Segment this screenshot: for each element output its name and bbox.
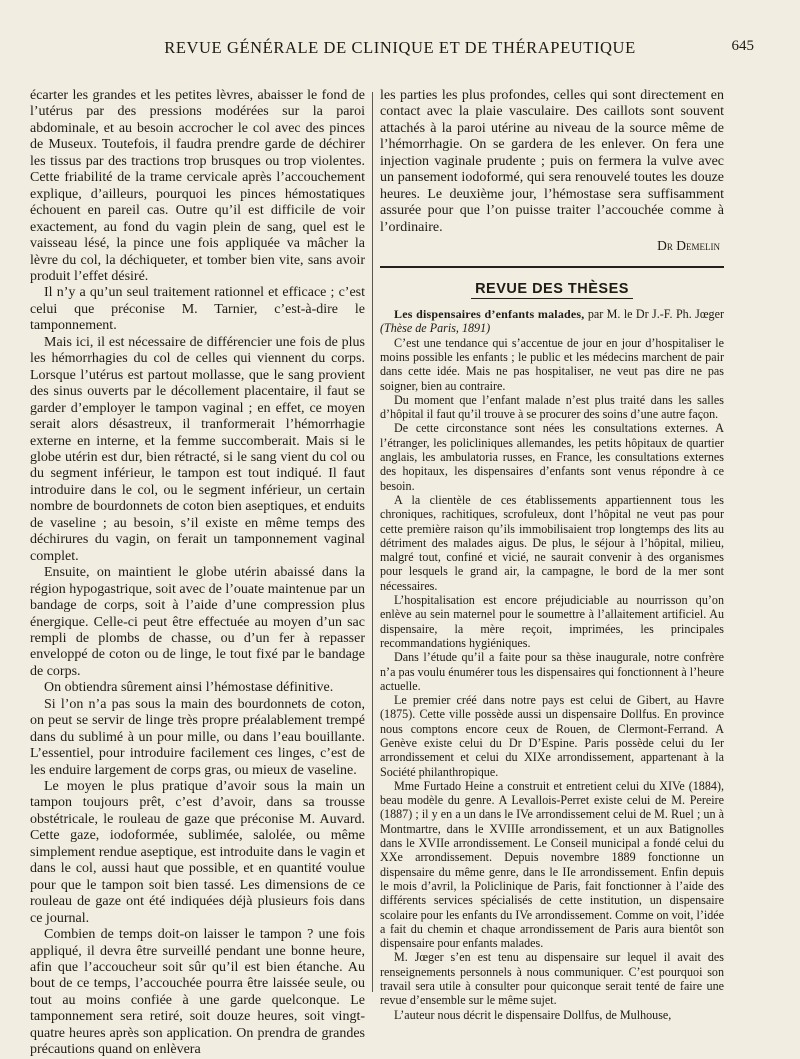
review-citation (380, 307, 724, 336)
review-paragraph: C’est une tendance qui s’accentue de jour en jour d’hospitaliser le moins possible les enfants ; le public et les médecins marchent de pair dans cette idée. Mais ne pas hospitaliser, ne veut pas dire ne pas soigner, bien au contraire. (380, 335, 724, 393)
review-paragraph: Le premier créé dans notre pays est celui de Gibert, au Havre (1875). Cette ville possède aussi un dispensaire Dollfus. En province nous comptons encore ceux de Rouen, de Clermont-Ferrand. A Genève existe celui du Dr D’Espine. Paris possède celui du Ier arrondissement et celui du XIXe arrondissement, appartenant à la Société philanthropique. (380, 693, 724, 779)
review-paragraph: L’auteur nous décrit le dispensaire Dollfus, de Mulhouse, (394, 1007, 672, 1022)
review-paragraph: M. Jœger s’en est tenu au dispensaire sur lequel il avait des renseignements personnels à nous communiquer. C’est pourquoi son travail sera utile à consulter pour quiconque serait tenté de faire une revue d’ensemble sur le même sujet. (380, 950, 724, 1008)
review-paragraph: L’hospitalisation est encore préjudiciable au nourrisson qu’on enlève au sein maternel pour le soumettre à l’allaitement artificiel. Au dispensaire, la mère reçoit, imprimées, les principales recommandations hygiéniques. (380, 593, 724, 650)
continuation-paragraph: les parties les plus profondes, celles qui sont directement en contact avec la plaie vasculaire. Des caillots sont souvent attachés à la paroi utérine au niveau de la source même de l’hémorrhagie. On se gardera de les enlever. On fera une injection vaginale prudente ; puis on fermera la vulve avec un pansement iodoformé, qui sera renouvelé toutes les douze heures. Le deuxième jour, l’hémostase sera suffisamment assurée pour que l’on puisse traiter l’accouchée comme à l’ordinaire. (380, 88, 724, 235)
review-paragraph: Dans l’étude qu’il a faite pour sa thèse inaugurale, notre confrère n’a pas voulu énumérer tous les dispensaires qui fonctionnent à l’heure actuelle. (380, 650, 724, 693)
section-heading (380, 266, 724, 299)
paragraph: écarter les grandes et les petites lèvres, abaisser le fond de l’utérus par des pressions modérées sur la paroi abdominale, et au besoin accrocher le col avec des pinces de Museux. Toutefois, il faudra prendre garde de déchirer les tissus par des tractions trop brusques ou trop violentes. Cette friabilité de la trame cervicale après l’accouchement explique, d’ailleurs, pourquoi les pinces hémostatiques échouent en pareil cas. Outre qu’il est difficile de voir exactement, au fond du vagin plein de sang, quel est le vaisseau lésé, la pince une fois appliquée va mâcher la lèvre du col, la déchiqueter, et tomber bien vite, sans avoir produit l’effet désiré. (30, 88, 365, 284)
paragraph: Il n’y a qu’un seul traitement rationnel et efficace ; c’est celui que préconise M. Tarnier, c’est-à-dire le tamponnement. (30, 285, 365, 334)
paragraph: On obtiendra sûrement ainsi l’hémostase définitive. (44, 680, 334, 696)
paragraph: Le moyen le plus pratique d’avoir sous la main un tampon toujours prêt, c’est d’avoir, dans sa trousse obstétricale, le rouleau de gaze que préconise M. Auvard. Cette gaze, iodoformée, sublimée, salolée, ou même simplement rendue aseptique, est introduite dans le vagin et dans le col, aussi haut que possible, et en quantité voulue pour que le tampon soit bien tassé. Les dimensions de ce rouleau de gaze ont été indiquées déjà plusieurs fois dans ce journal. (30, 779, 365, 926)
author-signature: Dr Demelin (657, 238, 720, 254)
right-column (380, 88, 724, 1022)
review-paragraph: A la clientèle de ces établissements appartiennent tous les chroniques, rachitiques, scrofuleux, dont l’hôpital ne veut pas pour cette première raison qu’ils immobilisaient trop longtemps des lits au détriment des malades aigus. De plus, le séjour à l’hôpital, milieu, malgré tout, confiné et vicié, ne saurait convenir à des organismes pour lesquels le grand air, la campagne, le bord de la mer sont nécessaires. (380, 492, 724, 593)
paragraph: Si l’on n’a pas sous la main des bourdonnets de coton, on peut se servir de linge très propre préalablement trempé dans du sublimé à un pour mille, ou dans l’eau bouillante. L’essentiel, pour introduire facilement ces linges, c’est de les enduire largement de corps gras, ou mieux de vaseline. (30, 696, 365, 778)
review-paragraph: Du moment que l’enfant malade n’est plus traité dans les salles d’hôpital il faut qu’il trouve à se procurer des soins d’une autre façon. (380, 392, 724, 422)
review-byline: par M. le Dr J.-F. Ph. Jœger (584, 307, 724, 322)
column-divider (372, 92, 373, 992)
thesis-review (380, 307, 724, 1022)
paragraph: Combien de temps doit-on laisser le tampon ? une fois appliqué, il devra être surveillé pendant une bonne heure, afin que l’accoucheur soit sûr qu’il est bien étanche. Au bout de ce temps, l’accouchée pourra être laissée seule, ou tout au moins confiée à une garde quelconque. Le tamponnement sera retiré, soit douze heures, soit vingt-quatre heures après son application. On prendra de grandes précautions quand on enlèvera (30, 927, 365, 1058)
left-column (30, 88, 365, 1059)
running-title: REVUE GÉNÉRALE DE CLINIQUE ET DE THÉRAPEUTIQUE (164, 38, 636, 57)
running-head (30, 38, 770, 60)
paragraph: Mais ici, il est nécessaire de différencier une fois de plus les hémorrhagies du col de celles qui viennent du corps. Lorsque l’utérus est partout mollasse, que le sang provient des sinus ouverts par le décollement placentaire, il faut se garder d’employer le tampon vaginal ; en effet, ce moyen serait alors désastreux, il tranformerait l’hémorrhagie externe en interne, et la femme succomberait. Mais si le globe utérin est dur, bien rétracté, si le sang vient du col ou du segment inférieur, le tampon est tout indiqué. Il faut introduire dans le col, ou le segment inférieur, un certain nombre de bourdonnets de coton bien aseptiques, et enduits de vaseline ; au besoin, s’il existe en même temps des déchirures du vagin, on ferait un tamponnement vaginal complet. (30, 334, 365, 564)
review-work-title: Les dispensaires d’enfants malades, (394, 307, 585, 322)
page-number: 645 (731, 38, 754, 54)
review-paragraph: De cette circonstance sont nées les consultations externes. A l’étranger, les policliniques allemandes, les petits hôpitaux de quartier anglais, les ambulatoria russes, en France, les consultations externes des hopitaux, les dispensaires d’enfants sont venus répondre à ce besoin. (380, 421, 724, 493)
review-source: (Thèse de Paris, 1891) (380, 321, 491, 336)
review-paragraph: Mme Furtado Heine a construit et entretient celui du XIVe (1884), beau modèle du genre. A Levallois-Perret existe celui de M. Pereire (1887) ; il y en a un dans le IVe arrondissement celui de M. Ruel ; un à Montmartre, dans le XVIIIe arrondissement, et un aux Batignolles dans le XVIIe arrondissement. Le Conseil municipal a fondé celui du XXe arrondissement. Depuis novembre 1889 fonctionne un dispensaire du même genre, dans le IIe arrondissement. Enfin depuis le mois d’avril, la Policlinique de Paris, fait fonctionner à l’aide des différents services spécialisés de cette institution, un dispensaire scolaire pour les enfants du IVe arrondissement. Comme on voit, l’idée a fait du chemin et chaque arrondissement de Paris aura bientôt son dispensaire pour enfants malades. (380, 778, 724, 951)
section-title: REVUE DES THÈSES (471, 281, 633, 299)
section-rule (380, 266, 724, 268)
paragraph: Ensuite, on maintient le globe utérin abaissé dans la région hypogastrique, soit avec de l’ouate maintenue par un bandage de corps, soit à l’aide d’une compression plus énergique. Celle-ci peut être effectuée au moyen d’un sac rempli de plombs de chasse, ou d’un fer à repasser enveloppé de coton ou de linge, le tout fixé par le bandage de corps. (30, 565, 365, 679)
